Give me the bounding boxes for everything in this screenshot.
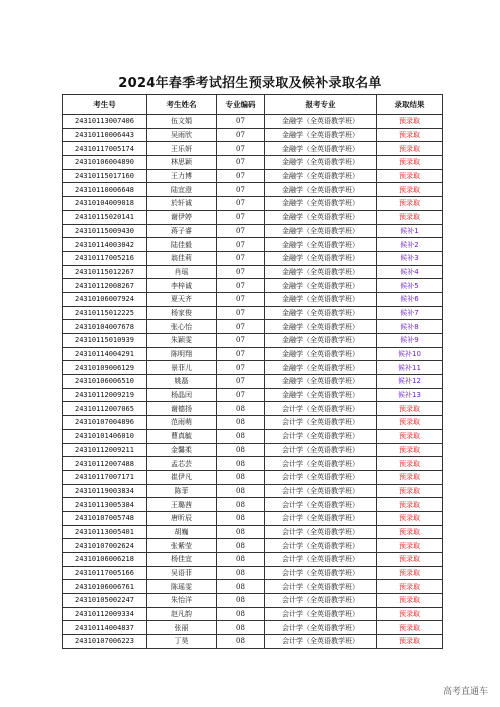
cell-major: 会计学（全英语教学班）	[265, 607, 377, 621]
cell-exam-id: 24310110006648	[63, 183, 147, 197]
cell-student-name: 陈瑶雯	[147, 580, 217, 594]
cell-exam-id: 24310114004837	[63, 621, 147, 635]
cell-major-code: 07	[217, 265, 265, 279]
cell-exam-id: 24310112009211	[63, 443, 147, 457]
table-row	[63, 484, 443, 498]
cell-exam-id: 24310101406010	[63, 429, 147, 443]
cell-major-code: 08	[217, 470, 265, 484]
cell-result: 候补3	[377, 251, 443, 265]
cell-major-code: 08	[217, 621, 265, 635]
table-row	[63, 306, 443, 320]
cell-major-code: 08	[217, 511, 265, 525]
cell-exam-id: 24310107004896	[63, 416, 147, 430]
table-row	[63, 416, 443, 430]
cell-exam-id: 24310104007678	[63, 320, 147, 334]
cell-major-code: 07	[217, 224, 265, 238]
cell-student-name: 於轩诚	[147, 197, 217, 211]
table-row	[63, 525, 443, 539]
cell-major: 金融学（全英语教学班）	[265, 169, 377, 183]
cell-major: 会计学（全英语教学班）	[265, 580, 377, 594]
cell-result: 预录取	[377, 498, 443, 512]
cell-major-code: 08	[217, 525, 265, 539]
cell-major: 金融学（全英语教学班）	[265, 306, 377, 320]
cell-major: 金融学（全英语教学班）	[265, 142, 377, 156]
table-row	[63, 238, 443, 252]
table-row	[63, 443, 443, 457]
cell-major-code: 08	[217, 635, 265, 649]
table-row	[63, 347, 443, 361]
cell-result: 预录取	[377, 511, 443, 525]
cell-result: 预录取	[377, 580, 443, 594]
cell-major: 会计学（全英语教学班）	[265, 539, 377, 553]
cell-student-name: 朱怡洋	[147, 594, 217, 608]
cell-student-name: 张心怡	[147, 320, 217, 334]
cell-result: 预录取	[377, 621, 443, 635]
cell-student-name: 唐昕辰	[147, 511, 217, 525]
cell-major: 金融学（全英语教学班）	[265, 156, 377, 170]
cell-major: 金融学（全英语教学班）	[265, 210, 377, 224]
cell-major: 金融学（全英语教学班）	[265, 251, 377, 265]
cell-student-name: 金馨柔	[147, 443, 217, 457]
cell-major-code: 08	[217, 416, 265, 430]
cell-exam-id: 24310107006223	[63, 635, 147, 649]
cell-result: 预录取	[377, 183, 443, 197]
table-row	[63, 498, 443, 512]
cell-major-code: 07	[217, 142, 265, 156]
cell-major-code: 07	[217, 279, 265, 293]
cell-result: 预录取	[377, 115, 443, 129]
cell-major-code: 07	[217, 375, 265, 389]
cell-exam-id: 24310113005401	[63, 525, 147, 539]
cell-student-name: 伍文娟	[147, 115, 217, 129]
table-row	[63, 553, 443, 567]
cell-student-name: 景菲儿	[147, 361, 217, 375]
table-row	[63, 169, 443, 183]
cell-student-name: 陈菲	[147, 484, 217, 498]
cell-result: 预录取	[377, 607, 443, 621]
cell-major: 会计学（全英语教学班）	[265, 525, 377, 539]
cell-result: 预录取	[377, 594, 443, 608]
cell-major-code: 07	[217, 320, 265, 334]
cell-exam-id: 24310114003042	[63, 238, 147, 252]
cell-major: 金融学（全英语教学班）	[265, 224, 377, 238]
table-row	[63, 156, 443, 170]
document-title: 2024年春季考试招生预录取及候补录取名单	[118, 76, 382, 91]
cell-exam-id: 24310112007065	[63, 402, 147, 416]
table-row	[63, 539, 443, 553]
cell-student-name: 王力博	[147, 169, 217, 183]
cell-major: 会计学（全英语教学班）	[265, 402, 377, 416]
cell-exam-id: 24310106006510	[63, 375, 147, 389]
cell-result: 预录取	[377, 142, 443, 156]
cell-exam-id: 24310117005166	[63, 566, 147, 580]
cell-major-code: 08	[217, 553, 265, 567]
cell-exam-id: 24310112007488	[63, 457, 147, 471]
table-row	[63, 183, 443, 197]
cell-result: 预录取	[377, 635, 443, 649]
cell-major-code: 07	[217, 238, 265, 252]
cell-result: 预录取	[377, 169, 443, 183]
cell-result: 预录取	[377, 156, 443, 170]
table-row	[63, 594, 443, 608]
cell-result: 预录取	[377, 566, 443, 580]
cell-result: 预录取	[377, 539, 443, 553]
table-row	[63, 566, 443, 580]
cell-student-name: 吴雨欣	[147, 128, 217, 142]
cell-major: 金融学（全英语教学班）	[265, 128, 377, 142]
cell-result: 预录取	[377, 457, 443, 471]
cell-result: 候补11	[377, 361, 443, 375]
cell-major-code: 08	[217, 566, 265, 580]
cell-exam-id: 24310112008267	[63, 279, 147, 293]
cell-student-name: 肖瑶	[147, 265, 217, 279]
cell-exam-id: 24310115012225	[63, 306, 147, 320]
cell-student-name: 夏天齐	[147, 292, 217, 306]
cell-major-code: 07	[217, 128, 265, 142]
header-result: 录取结果	[377, 95, 443, 115]
cell-result: 候补10	[377, 347, 443, 361]
cell-exam-id: 24310113005384	[63, 498, 147, 512]
cell-major-code: 07	[217, 292, 265, 306]
table-row	[63, 375, 443, 389]
cell-exam-id: 24310115010939	[63, 334, 147, 348]
header-exam-id: 考生号	[63, 95, 147, 115]
cell-exam-id: 24310115012267	[63, 265, 147, 279]
header-student-name: 考生姓名	[147, 95, 217, 115]
cell-major-code: 08	[217, 594, 265, 608]
cell-result: 预录取	[377, 484, 443, 498]
cell-major: 金融学（全英语教学班）	[265, 375, 377, 389]
cell-result: 预录取	[377, 470, 443, 484]
cell-major: 金融学（全英语教学班）	[265, 320, 377, 334]
cell-major: 会计学（全英语教学班）	[265, 553, 377, 567]
cell-exam-id: 24310106006761	[63, 580, 147, 594]
cell-major-code: 07	[217, 210, 265, 224]
cell-exam-id: 24310107002624	[63, 539, 147, 553]
cell-result: 预录取	[377, 402, 443, 416]
cell-exam-id: 24310107005748	[63, 511, 147, 525]
watermark-text: 高考直通车	[442, 687, 488, 697]
cell-major: 会计学（全英语教学班）	[265, 443, 377, 457]
cell-student-name: 陆宜澄	[147, 183, 217, 197]
table-row	[63, 115, 443, 129]
cell-student-name: 丁昊	[147, 635, 217, 649]
cell-student-name: 陈明翔	[147, 347, 217, 361]
cell-student-name: 范雨萌	[147, 416, 217, 430]
cell-major-code: 08	[217, 429, 265, 443]
cell-major: 会计学（全英语教学班）	[265, 594, 377, 608]
table-row	[63, 142, 443, 156]
table-row	[63, 429, 443, 443]
table-row	[63, 334, 443, 348]
table-row	[63, 361, 443, 375]
table-row	[63, 320, 443, 334]
table-row	[63, 607, 443, 621]
cell-major: 金融学（全英语教学班）	[265, 183, 377, 197]
cell-major-code: 07	[217, 306, 265, 320]
cell-student-name: 谢德扬	[147, 402, 217, 416]
cell-exam-id: 24310114004291	[63, 347, 147, 361]
cell-student-name: 王乐妍	[147, 142, 217, 156]
cell-result: 预录取	[377, 416, 443, 430]
cell-major: 会计学（全英语教学班）	[265, 429, 377, 443]
table-row	[63, 292, 443, 306]
table-row	[63, 511, 443, 525]
table-row	[63, 470, 443, 484]
cell-result: 候补9	[377, 334, 443, 348]
cell-result: 候补1	[377, 224, 443, 238]
cell-student-name: 曹真毓	[147, 429, 217, 443]
table-row	[63, 197, 443, 211]
cell-exam-id: 24310113007406	[63, 115, 147, 129]
cell-major-code: 07	[217, 334, 265, 348]
cell-student-name: 吴语菲	[147, 566, 217, 580]
cell-major: 金融学（全英语教学班）	[265, 334, 377, 348]
cell-student-name: 蒋子睿	[147, 224, 217, 238]
cell-major-code: 08	[217, 539, 265, 553]
cell-student-name: 张紫莹	[147, 539, 217, 553]
cell-student-name: 王璐茜	[147, 498, 217, 512]
cell-student-name: 姚磊	[147, 375, 217, 389]
cell-major-code: 08	[217, 607, 265, 621]
cell-major: 金融学（全英语教学班）	[265, 265, 377, 279]
cell-student-name: 杨佳宜	[147, 553, 217, 567]
cell-major-code: 08	[217, 457, 265, 471]
cell-exam-id: 24310106006218	[63, 553, 147, 567]
cell-exam-id: 24310105002247	[63, 594, 147, 608]
cell-major-code: 07	[217, 347, 265, 361]
cell-major-code: 07	[217, 169, 265, 183]
cell-exam-id: 24310115009430	[63, 224, 147, 238]
cell-student-name: 崔伊凡	[147, 470, 217, 484]
cell-result: 预录取	[377, 128, 443, 142]
cell-result: 候补4	[377, 265, 443, 279]
cell-exam-id: 24310112009334	[63, 607, 147, 621]
table-row	[63, 224, 443, 238]
cell-exam-id: 24310110006443	[63, 128, 147, 142]
cell-major-code: 07	[217, 388, 265, 402]
cell-exam-id: 24310112009219	[63, 388, 147, 402]
cell-major-code: 07	[217, 361, 265, 375]
cell-exam-id: 24310106007924	[63, 292, 147, 306]
cell-student-name: 胡巍	[147, 525, 217, 539]
cell-major-code: 07	[217, 115, 265, 129]
cell-result: 预录取	[377, 553, 443, 567]
cell-student-name: 李梓诚	[147, 279, 217, 293]
cell-result: 候补13	[377, 388, 443, 402]
cell-major-code: 07	[217, 251, 265, 265]
cell-exam-id: 24310117007171	[63, 470, 147, 484]
cell-major-code: 08	[217, 484, 265, 498]
cell-student-name: 杨家俊	[147, 306, 217, 320]
cell-major: 会计学（全英语教学班）	[265, 484, 377, 498]
table-row	[63, 402, 443, 416]
cell-major: 会计学（全英语教学班）	[265, 511, 377, 525]
cell-exam-id: 24310109006129	[63, 361, 147, 375]
cell-result: 预录取	[377, 525, 443, 539]
cell-major-code: 08	[217, 402, 265, 416]
table-row	[63, 265, 443, 279]
cell-result: 预录取	[377, 197, 443, 211]
table-row	[63, 621, 443, 635]
cell-result: 候补8	[377, 320, 443, 334]
cell-result: 候补7	[377, 306, 443, 320]
cell-exam-id: 24310119003834	[63, 484, 147, 498]
table-row	[63, 210, 443, 224]
cell-exam-id: 24310117005174	[63, 142, 147, 156]
cell-major: 金融学（全英语教学班）	[265, 238, 377, 252]
cell-major-code: 07	[217, 183, 265, 197]
cell-student-name: 赵凡韵	[147, 607, 217, 621]
table-header-row	[63, 95, 443, 115]
cell-exam-id: 24310106004890	[63, 156, 147, 170]
cell-exam-id: 24310115020141	[63, 210, 147, 224]
cell-student-name: 朱颖雯	[147, 334, 217, 348]
cell-major-code: 08	[217, 443, 265, 457]
cell-result: 预录取	[377, 443, 443, 457]
table-row	[63, 279, 443, 293]
cell-major: 金融学（全英语教学班）	[265, 279, 377, 293]
table-body	[63, 115, 443, 649]
cell-major-code: 07	[217, 197, 265, 211]
table-row	[63, 635, 443, 649]
cell-major: 会计学（全英语教学班）	[265, 621, 377, 635]
cell-student-name: 杨晶闰	[147, 388, 217, 402]
table-row	[63, 388, 443, 402]
cell-student-name: 孟芯芸	[147, 457, 217, 471]
cell-major: 金融学（全英语教学班）	[265, 115, 377, 129]
header-major: 报考专业	[265, 95, 377, 115]
cell-major: 金融学（全英语教学班）	[265, 347, 377, 361]
table-row	[63, 457, 443, 471]
cell-student-name: 翁佳莉	[147, 251, 217, 265]
cell-major: 金融学（全英语教学班）	[265, 388, 377, 402]
cell-student-name: 陆佳毅	[147, 238, 217, 252]
cell-result: 候补2	[377, 238, 443, 252]
admission-table	[62, 94, 443, 649]
header-major-code: 专业编码	[217, 95, 265, 115]
cell-major: 金融学（全英语教学班）	[265, 197, 377, 211]
cell-exam-id: 24310104009018	[63, 197, 147, 211]
cell-student-name: 谢伊婷	[147, 210, 217, 224]
cell-major: 金融学（全英语教学班）	[265, 292, 377, 306]
cell-exam-id: 24310117005216	[63, 251, 147, 265]
cell-result: 候补12	[377, 375, 443, 389]
cell-major: 会计学（全英语教学班）	[265, 635, 377, 649]
cell-exam-id: 24310115017160	[63, 169, 147, 183]
cell-major-code: 08	[217, 580, 265, 594]
cell-major-code: 07	[217, 156, 265, 170]
table-row	[63, 128, 443, 142]
table-row	[63, 251, 443, 265]
cell-result: 候补5	[377, 279, 443, 293]
table-row	[63, 580, 443, 594]
cell-major: 会计学（全英语教学班）	[265, 457, 377, 471]
cell-result: 候补6	[377, 292, 443, 306]
cell-result: 预录取	[377, 210, 443, 224]
cell-major-code: 08	[217, 498, 265, 512]
cell-major: 会计学（全英语教学班）	[265, 566, 377, 580]
cell-student-name: 林思颖	[147, 156, 217, 170]
cell-major: 会计学（全英语教学班）	[265, 498, 377, 512]
cell-student-name: 张丽	[147, 621, 217, 635]
cell-major: 金融学（全英语教学班）	[265, 361, 377, 375]
cell-major: 会计学（全英语教学班）	[265, 470, 377, 484]
cell-result: 预录取	[377, 429, 443, 443]
cell-major: 会计学（全英语教学班）	[265, 416, 377, 430]
